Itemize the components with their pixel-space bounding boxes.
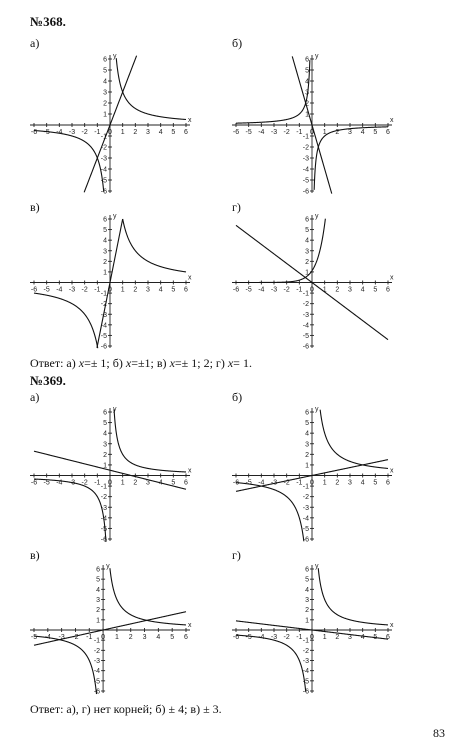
y-tick-label: 1 — [305, 462, 309, 470]
y-tick-label: -6 — [302, 188, 309, 196]
y-tick-label: -6 — [100, 188, 107, 196]
x-tick-label: 4 — [360, 286, 365, 294]
graph-label-368b: б) — [232, 36, 243, 50]
x-tick-label: -4 — [258, 479, 265, 487]
y-tick-label: -5 — [302, 177, 309, 185]
y-tick-label: -1 — [302, 133, 309, 141]
y-tick-label: -3 — [302, 658, 309, 665]
graph-368v — [30, 215, 190, 350]
y-tick-label: -6 — [100, 536, 107, 544]
y-tick-label: 6 — [96, 566, 101, 574]
x-tick-label: 2 — [133, 286, 138, 294]
x-tick-label: 6 — [184, 286, 188, 294]
x-tick-label: 5 — [171, 129, 176, 136]
y-tick-label: -4 — [100, 166, 107, 174]
x-tick-label: -5 — [30, 634, 38, 641]
x-tick-label: 1 — [322, 479, 327, 487]
y-tick-label: -3 — [100, 155, 107, 163]
x-tick-label: 5 — [171, 479, 176, 487]
x-tick-label: -6 — [232, 479, 240, 487]
x-tick-label: 3 — [146, 286, 150, 294]
x-tick-label: -5 — [43, 286, 50, 294]
x-tick-label: -2 — [81, 286, 88, 294]
y-tick-label: 4 — [103, 237, 107, 245]
x-tick-label: 2 — [335, 129, 340, 136]
y-tick-label: -5 — [302, 678, 309, 686]
y-tick-label: -2 — [100, 301, 107, 309]
y-tick-label: -5 — [100, 525, 107, 533]
x-tick-label: 4 — [158, 286, 163, 294]
x-axis-label: x — [390, 274, 394, 282]
y-tick-label: -4 — [302, 322, 309, 330]
y-tick-label: 5 — [305, 420, 309, 428]
x-tick-label: -4 — [258, 634, 265, 641]
y-tick-label: 1 — [305, 617, 309, 625]
x-tick-label: 5 — [373, 634, 378, 641]
y-tick-label: 1 — [305, 269, 309, 277]
x-tick-label: -3 — [270, 479, 278, 487]
x-tick-label: -2 — [81, 479, 88, 487]
graph-label-368g: г) — [232, 200, 241, 214]
x-tick-label: 5 — [373, 479, 378, 487]
graph-369g — [232, 565, 392, 695]
y-tick-label: 2 — [103, 100, 107, 108]
y-tick-label: 6 — [103, 56, 107, 64]
x-tick-label: -3 — [68, 129, 76, 136]
x-tick-label: 3 — [348, 286, 352, 294]
x-tick-label: 0 — [108, 286, 112, 294]
x-tick-label: 6 — [184, 634, 188, 641]
y-tick-label: -1 — [302, 637, 309, 645]
x-tick-label: -5 — [245, 286, 252, 294]
answer-369: Ответ: а), г) нет корней; б) ± 4; в) ± 3. — [30, 702, 222, 716]
y-tick-label: -4 — [93, 668, 101, 676]
y-tick-label: 5 — [103, 67, 107, 75]
x-tick-label: 5 — [373, 286, 378, 294]
x-tick-label: -3 — [270, 634, 278, 641]
y-tick-label: -3 — [302, 155, 309, 163]
y-tick-label: 2 — [103, 258, 107, 266]
x-tick-label: -4 — [44, 634, 51, 641]
x-tick-label: -6 — [232, 286, 240, 294]
x-tick-label: -3 — [68, 286, 76, 294]
y-tick-label: 5 — [305, 576, 309, 584]
y-tick-label: 3 — [103, 248, 107, 256]
y-tick-label: -5 — [100, 177, 107, 185]
graph-label-368a: а) — [30, 36, 40, 50]
x-tick-label: -4 — [56, 129, 63, 136]
x-tick-label: -1 — [94, 286, 101, 294]
graph-368b — [232, 55, 392, 195]
x-tick-label: 3 — [142, 634, 147, 641]
x-tick-label: 4 — [156, 634, 161, 641]
y-tick-label: -6 — [100, 343, 107, 351]
y-tick-label: -1 — [100, 483, 107, 491]
y-tick-label: -3 — [302, 311, 309, 319]
series-hyperbola-0 — [34, 568, 186, 694]
x-tick-label: 2 — [133, 479, 138, 487]
y-tick-label: 5 — [305, 67, 309, 75]
y-tick-label: 6 — [103, 216, 107, 224]
x-tick-label: 1 — [120, 129, 125, 136]
x-tick-label: -3 — [58, 634, 65, 641]
x-tick-label: 0 — [108, 479, 112, 487]
graph-label-369b: б) — [232, 390, 243, 404]
x-tick-label: -2 — [283, 479, 290, 487]
x-tick-label: -3 — [270, 286, 278, 294]
x-tick-label: -4 — [258, 129, 265, 136]
x-tick-label: 0 — [310, 129, 314, 136]
y-tick-label: 4 — [103, 78, 107, 86]
y-axis-label: y — [315, 563, 319, 570]
x-tick-label: -3 — [270, 129, 278, 136]
x-tick-label: 4 — [360, 634, 365, 641]
x-tick-label: -2 — [283, 129, 290, 136]
graph-369a — [30, 408, 190, 543]
x-tick-label: 0 — [310, 479, 314, 487]
graph-label-368v: в) — [30, 200, 40, 214]
y-tick-label: -5 — [302, 525, 309, 533]
y-axis-label: y — [106, 563, 110, 570]
x-tick-label: 1 — [120, 479, 125, 487]
x-tick-label: -4 — [56, 286, 63, 294]
y-tick-label: -3 — [100, 504, 107, 512]
x-tick-label: 0 — [108, 129, 112, 136]
y-axis-label: y — [315, 213, 319, 220]
x-tick-label: 3 — [348, 479, 352, 487]
y-tick-label: 1 — [103, 269, 107, 277]
y-tick-label: -3 — [93, 658, 101, 665]
x-tick-label: 2 — [335, 634, 340, 641]
y-tick-label: -5 — [100, 332, 107, 340]
y-tick-label: -4 — [302, 668, 309, 676]
x-tick-label: 1 — [120, 286, 125, 294]
y-tick-label: 6 — [305, 56, 309, 64]
x-tick-label: 0 — [310, 286, 314, 294]
y-tick-label: -6 — [302, 536, 309, 544]
graph-368a — [30, 55, 190, 195]
x-tick-label: -4 — [258, 286, 265, 294]
y-tick-label: 6 — [305, 409, 309, 417]
series-line-1 — [34, 612, 186, 646]
y-tick-label: -1 — [100, 290, 107, 298]
x-tick-label: -5 — [245, 129, 252, 136]
x-tick-label: -1 — [296, 286, 303, 294]
y-tick-label: 3 — [96, 597, 101, 604]
x-tick-label: 6 — [386, 286, 390, 294]
x-tick-label: 6 — [386, 479, 390, 487]
y-tick-label: 1 — [103, 111, 107, 119]
y-axis-label: y — [315, 53, 319, 60]
x-tick-label: 1 — [322, 286, 327, 294]
x-tick-label: -2 — [72, 634, 79, 641]
graph-label-369a: а) — [30, 390, 40, 404]
y-tick-label: -1 — [93, 637, 101, 645]
x-tick-label: 4 — [158, 129, 163, 136]
y-tick-label: 4 — [96, 586, 101, 594]
y-tick-label: 1 — [96, 617, 101, 625]
x-tick-label: 4 — [360, 479, 365, 487]
x-tick-label: 4 — [360, 129, 365, 136]
x-tick-label: 1 — [322, 634, 327, 641]
x-tick-label: 5 — [373, 129, 378, 136]
y-tick-label: 3 — [305, 441, 309, 449]
x-tick-label: -1 — [86, 634, 93, 641]
y-tick-label: 5 — [103, 420, 107, 428]
y-tick-label: 3 — [103, 89, 107, 97]
x-tick-label: -6 — [232, 634, 240, 641]
y-tick-label: 4 — [305, 237, 309, 245]
x-tick-label: -1 — [94, 129, 101, 136]
x-tick-label: 6 — [386, 634, 390, 641]
y-axis-label: y — [113, 53, 117, 60]
x-tick-label: -5 — [43, 479, 50, 487]
problem-369-title: №369. — [30, 373, 66, 388]
x-tick-label: -1 — [296, 634, 303, 641]
x-axis-label: x — [390, 117, 394, 124]
y-axis-label: y — [113, 406, 117, 413]
y-tick-label: 1 — [103, 462, 107, 470]
y-tick-label: 5 — [305, 227, 309, 235]
y-tick-label: -6 — [302, 688, 309, 696]
x-tick-label: -2 — [81, 129, 88, 136]
y-tick-label: -2 — [302, 144, 309, 152]
graph-label-369v: в) — [30, 548, 40, 562]
x-tick-label: -6 — [30, 286, 38, 294]
y-tick-label: -2 — [302, 494, 309, 502]
y-tick-label: 4 — [305, 78, 309, 86]
y-tick-label: -2 — [302, 647, 309, 655]
y-tick-label: -1 — [302, 483, 309, 491]
x-tick-label: 0 — [310, 634, 314, 641]
x-tick-label: -1 — [94, 479, 101, 487]
x-axis-label: x — [188, 467, 192, 475]
x-tick-label: -5 — [43, 129, 50, 136]
y-tick-label: 3 — [305, 248, 309, 256]
x-tick-label: -5 — [245, 479, 252, 487]
y-tick-label: -2 — [302, 301, 309, 309]
x-axis-label: x — [188, 117, 192, 124]
x-tick-label: 2 — [128, 634, 133, 641]
y-tick-label: -2 — [93, 647, 101, 655]
y-tick-label: 5 — [103, 227, 107, 235]
y-tick-label: 3 — [305, 89, 309, 97]
x-tick-label: 2 — [133, 129, 138, 136]
y-tick-label: -3 — [302, 504, 309, 512]
x-tick-label: 6 — [184, 479, 188, 487]
y-tick-label: -5 — [302, 332, 309, 340]
x-tick-label: 1 — [114, 634, 119, 641]
x-axis-label: x — [188, 622, 192, 629]
x-tick-label: -1 — [296, 129, 303, 136]
y-tick-label: 4 — [305, 430, 309, 438]
y-tick-label: 2 — [305, 100, 309, 108]
x-tick-label: 3 — [348, 129, 352, 136]
x-axis-label: x — [188, 274, 192, 282]
x-tick-label: 2 — [335, 286, 340, 294]
y-tick-label: 6 — [305, 216, 309, 224]
x-tick-label: 2 — [335, 479, 340, 487]
y-tick-label: -6 — [93, 688, 101, 696]
y-tick-label: 4 — [305, 586, 309, 594]
x-tick-label: -2 — [283, 634, 290, 641]
x-tick-label: 6 — [386, 129, 390, 136]
x-tick-label: -6 — [30, 129, 38, 136]
y-tick-label: 3 — [103, 441, 107, 449]
y-tick-label: -2 — [100, 494, 107, 502]
y-tick-label: -1 — [302, 290, 309, 298]
x-tick-label: 5 — [170, 634, 175, 641]
x-tick-label: 3 — [146, 479, 150, 487]
y-tick-label: -6 — [302, 343, 309, 351]
y-tick-label: -1 — [100, 133, 107, 141]
y-tick-label: 6 — [103, 409, 107, 417]
y-tick-label: -2 — [100, 144, 107, 152]
y-tick-label: 4 — [103, 430, 107, 438]
x-tick-label: 3 — [146, 129, 150, 136]
y-tick-label: -4 — [302, 166, 309, 174]
y-tick-label: 2 — [103, 451, 107, 459]
x-tick-label: 3 — [348, 634, 352, 641]
x-tick-label: -2 — [283, 286, 290, 294]
graph-368g — [232, 215, 392, 350]
answer-368: Ответ: а) x=± 1; б) x=±1; в) x=± 1; 2; г) x= 1. — [30, 356, 252, 370]
y-tick-label: -4 — [100, 515, 107, 523]
y-tick-label: 2 — [96, 607, 101, 615]
y-tick-label: -5 — [93, 678, 101, 686]
y-tick-label: 3 — [305, 597, 309, 604]
page-number: 83 — [433, 726, 445, 740]
x-tick-label: -4 — [56, 479, 63, 487]
y-axis-label: y — [113, 213, 117, 220]
x-tick-label: -6 — [232, 129, 240, 136]
x-tick-label: -6 — [30, 479, 38, 487]
y-tick-label: 5 — [96, 576, 101, 584]
y-tick-label: 2 — [305, 258, 309, 266]
y-tick-label: -4 — [302, 515, 309, 523]
y-tick-label: 1 — [305, 111, 309, 119]
x-tick-label: 0 — [101, 634, 106, 641]
graph-369b — [232, 408, 392, 543]
x-tick-label: 5 — [171, 286, 176, 294]
y-tick-label: 2 — [305, 607, 309, 615]
x-tick-label: -1 — [296, 479, 303, 487]
graph-369v — [30, 565, 190, 695]
x-tick-label: -5 — [245, 634, 252, 641]
y-tick-label: 6 — [305, 566, 309, 574]
x-tick-label: -3 — [68, 479, 76, 487]
x-tick-label: 4 — [158, 479, 163, 487]
x-axis-label: x — [390, 467, 394, 475]
y-tick-label: -4 — [100, 322, 107, 330]
y-tick-label: -3 — [100, 311, 107, 319]
problem-368-title: №368. — [30, 14, 66, 29]
graph-label-369g: г) — [232, 548, 241, 562]
x-axis-label: x — [390, 622, 394, 629]
y-tick-label: 2 — [305, 451, 309, 459]
y-axis-label: y — [315, 406, 319, 413]
x-tick-label: 1 — [322, 129, 327, 136]
x-tick-label: 6 — [184, 129, 188, 136]
